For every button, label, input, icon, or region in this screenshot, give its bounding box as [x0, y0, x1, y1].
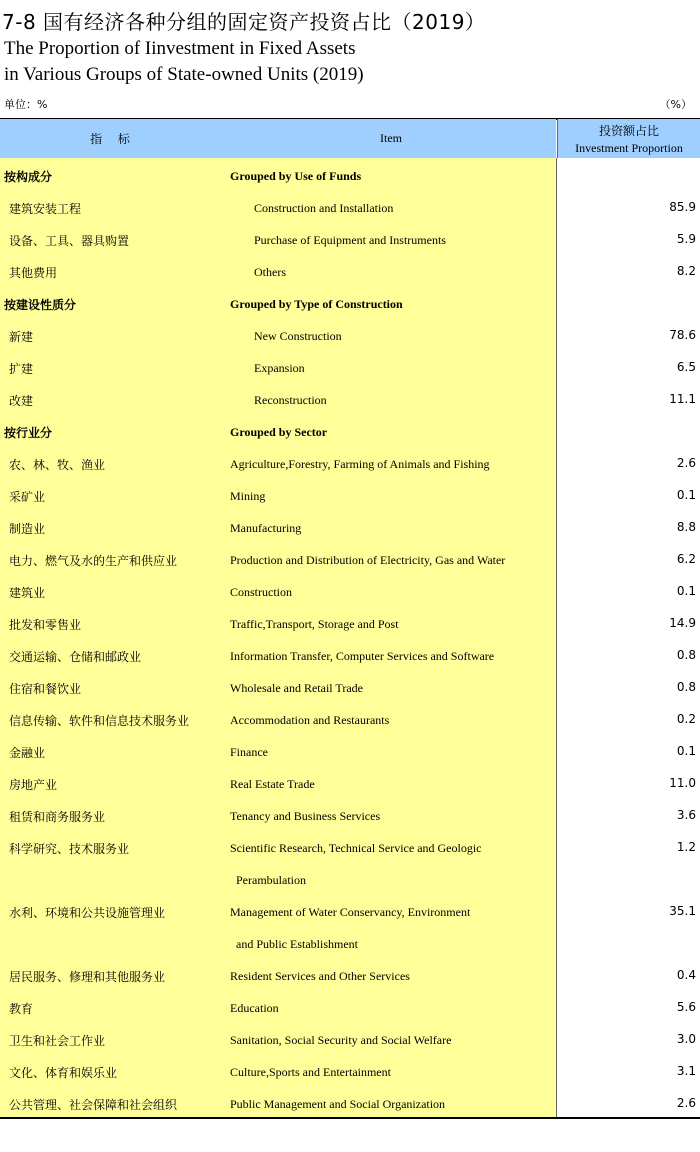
category-row: [0, 160, 700, 192]
table-bottom-rule: [0, 1117, 700, 1119]
row-label-en: Grouped by Sector: [230, 425, 328, 439]
row-label-cn: 按行业分: [4, 426, 53, 440]
row-label-cn: 租赁和商务服务业: [9, 810, 106, 824]
row-value: 0.4: [676, 968, 696, 982]
row-label-cn: 水利、环境和公共设施管理业: [9, 906, 166, 920]
row-value: 3.6: [676, 808, 696, 822]
table-row: [0, 448, 700, 480]
row-label-en: Culture,Sports and Entertainment: [230, 1065, 391, 1079]
row-label-en: Grouped by Use of Funds: [230, 169, 362, 183]
row-label-en: New Construction: [254, 329, 342, 343]
row-label-cn: 其他费用: [9, 266, 58, 280]
unit-label: 单位：%: [4, 98, 48, 111]
row-label-en: Accommodation and Restaurants: [230, 713, 390, 727]
header-value-en: Investment Proportion: [575, 141, 683, 155]
row-label-en: Wholesale and Retail Trade: [230, 681, 363, 695]
row-label-cn: 交通运输、仓储和邮政业: [9, 650, 142, 664]
row-label-en: Expansion: [254, 361, 305, 375]
table-row: [0, 800, 700, 832]
row-label-cn: 卫生和社会工作业: [9, 1034, 106, 1048]
row-value: 0.2: [676, 712, 696, 726]
row-label-cn: 居民服务、修理和其他服务业: [9, 970, 166, 984]
header-investment-proportion: [557, 119, 700, 158]
row-label-en: Construction: [230, 585, 292, 599]
table-row: [0, 224, 700, 256]
row-label-cn: 制造业: [9, 522, 46, 536]
row-label-en: Mining: [230, 489, 266, 503]
row-label-cn: 科学研究、技术服务业: [9, 842, 130, 856]
row-value: 11.0: [669, 776, 696, 790]
table-row: [0, 672, 700, 704]
header-item-en: Item: [226, 119, 556, 158]
table-row: [0, 960, 700, 992]
row-label-cn: 住宿和餐饮业: [9, 682, 82, 696]
row-value: 0.1: [676, 488, 696, 502]
row-label-en: Reconstruction: [254, 393, 327, 407]
row-value: 2.6: [676, 1096, 696, 1110]
table-row: [0, 544, 700, 576]
row-label-cn: 建筑业: [9, 586, 46, 600]
row-label-cn: 新建: [9, 330, 34, 344]
table-row: [0, 768, 700, 800]
row-label-cn: 房地产业: [9, 778, 58, 792]
row-value: 3.0: [676, 1032, 696, 1046]
row-label-cn: 建筑安装工程: [9, 202, 82, 216]
row-label-cn: 按建设性质分: [4, 298, 77, 312]
table-title-english-line2: in Various Groups of State-owned Units (2019): [4, 64, 364, 85]
table-row: [0, 384, 700, 416]
row-label-en: Others: [254, 265, 286, 279]
row-value: 6.5: [676, 360, 696, 374]
row-value: 85.9: [669, 200, 696, 214]
row-value: 3.1: [676, 1064, 696, 1078]
row-label-en: Construction and Installation: [254, 201, 394, 215]
table-title-english-line1: The Proportion of Iinvestment in Fixed Assets: [4, 38, 356, 59]
row-label-cn: 设备、工具、器具购置: [9, 234, 130, 248]
table-row: [0, 352, 700, 384]
row-label-cn: 文化、体育和娱乐业: [9, 1066, 118, 1080]
row-value: 8.8: [676, 520, 696, 534]
table-row: [0, 320, 700, 352]
row-label-en-continued: and Public Establishment: [236, 937, 358, 951]
table-row: [0, 640, 700, 672]
row-label-en: Real Estate Trade: [230, 777, 315, 791]
row-value: 0.1: [676, 744, 696, 758]
row-label-cn: 教育: [9, 1002, 34, 1016]
row-value: 0.8: [676, 680, 696, 694]
table-row: [0, 704, 700, 736]
row-value: 1.2: [676, 840, 696, 854]
row-label-en: Management of Water Conservancy, Environment: [230, 905, 471, 919]
table-row: [0, 1088, 700, 1120]
row-value: 8.2: [676, 264, 696, 278]
row-value: 5.6: [676, 1000, 696, 1014]
table-row: [0, 608, 700, 640]
row-label-en: Agriculture,Forestry, Farming of Animals and Fishing: [230, 457, 490, 471]
row-value: 6.2: [676, 552, 696, 566]
table-title-chinese: 7-8 国有经济各种分组的固定资产投资占比（2019）: [2, 10, 486, 34]
row-label-cn: 公共管理、社会保障和社会组织: [9, 1098, 178, 1112]
table-row: [0, 192, 700, 224]
row-label-cn: 批发和零售业: [9, 618, 82, 632]
table-row: [0, 1024, 700, 1056]
header-value-cn: 投资额占比: [598, 124, 659, 138]
table-row: [0, 512, 700, 544]
row-label-en: Education: [230, 1001, 279, 1015]
table-row: [0, 480, 700, 512]
table-body: [0, 160, 700, 1120]
row-value: 2.6: [676, 456, 696, 470]
row-label-cn: 扩建: [9, 362, 34, 376]
row-label-en: Production and Distribution of Electricity, Gas and Water: [230, 553, 506, 567]
row-label-en: Grouped by Type of Construction: [230, 297, 403, 311]
category-row: [0, 288, 700, 320]
row-value: 78.6: [669, 328, 696, 342]
row-value: 11.1: [669, 392, 696, 406]
table-row: [0, 896, 700, 960]
row-label-cn: 采矿业: [9, 490, 46, 504]
row-label-en: Sanitation, Social Security and Social Welfare: [230, 1033, 452, 1047]
category-row: [0, 416, 700, 448]
table-row: [0, 736, 700, 768]
table-row: [0, 576, 700, 608]
row-label-cn: 信息传输、软件和信息技术服务业: [9, 714, 190, 728]
row-label-en: Scientific Research, Technical Service and Geologic: [230, 841, 482, 855]
row-value: 0.1: [676, 584, 696, 598]
row-label-en: Traffic,Transport, Storage and Post: [230, 617, 399, 631]
row-value: 5.9: [676, 232, 696, 246]
row-label-en-continued: Perambulation: [236, 873, 306, 887]
row-label-cn: 农、林、牧、渔业: [9, 458, 106, 472]
row-label-en: Public Management and Social Organization: [230, 1097, 446, 1111]
row-label-en: Manufacturing: [230, 521, 302, 535]
row-label-cn: 金融业: [9, 746, 46, 760]
row-label-cn: 改建: [9, 394, 34, 408]
row-value: 35.1: [669, 904, 696, 918]
row-label-en: Finance: [230, 745, 268, 759]
table-row: [0, 1056, 700, 1088]
table-row: [0, 832, 700, 896]
table-row: [0, 256, 700, 288]
table-row: [0, 992, 700, 1024]
row-label-en: Tenancy and Business Services: [230, 809, 381, 823]
row-label-en: Purchase of Equipment and Instruments: [254, 233, 446, 247]
unit-percent-label: （%）: [659, 98, 692, 111]
header-indicator-cn: 指 标: [0, 119, 226, 158]
row-label-en: Resident Services and Other Services: [230, 969, 410, 983]
row-label-en: Information Transfer, Computer Services and Software: [230, 649, 495, 663]
row-value: 14.9: [669, 616, 696, 630]
row-label-cn: 按构成分: [4, 170, 53, 184]
row-value: 0.8: [676, 648, 696, 662]
row-label-cn: 电力、燃气及水的生产和供应业: [9, 554, 178, 568]
